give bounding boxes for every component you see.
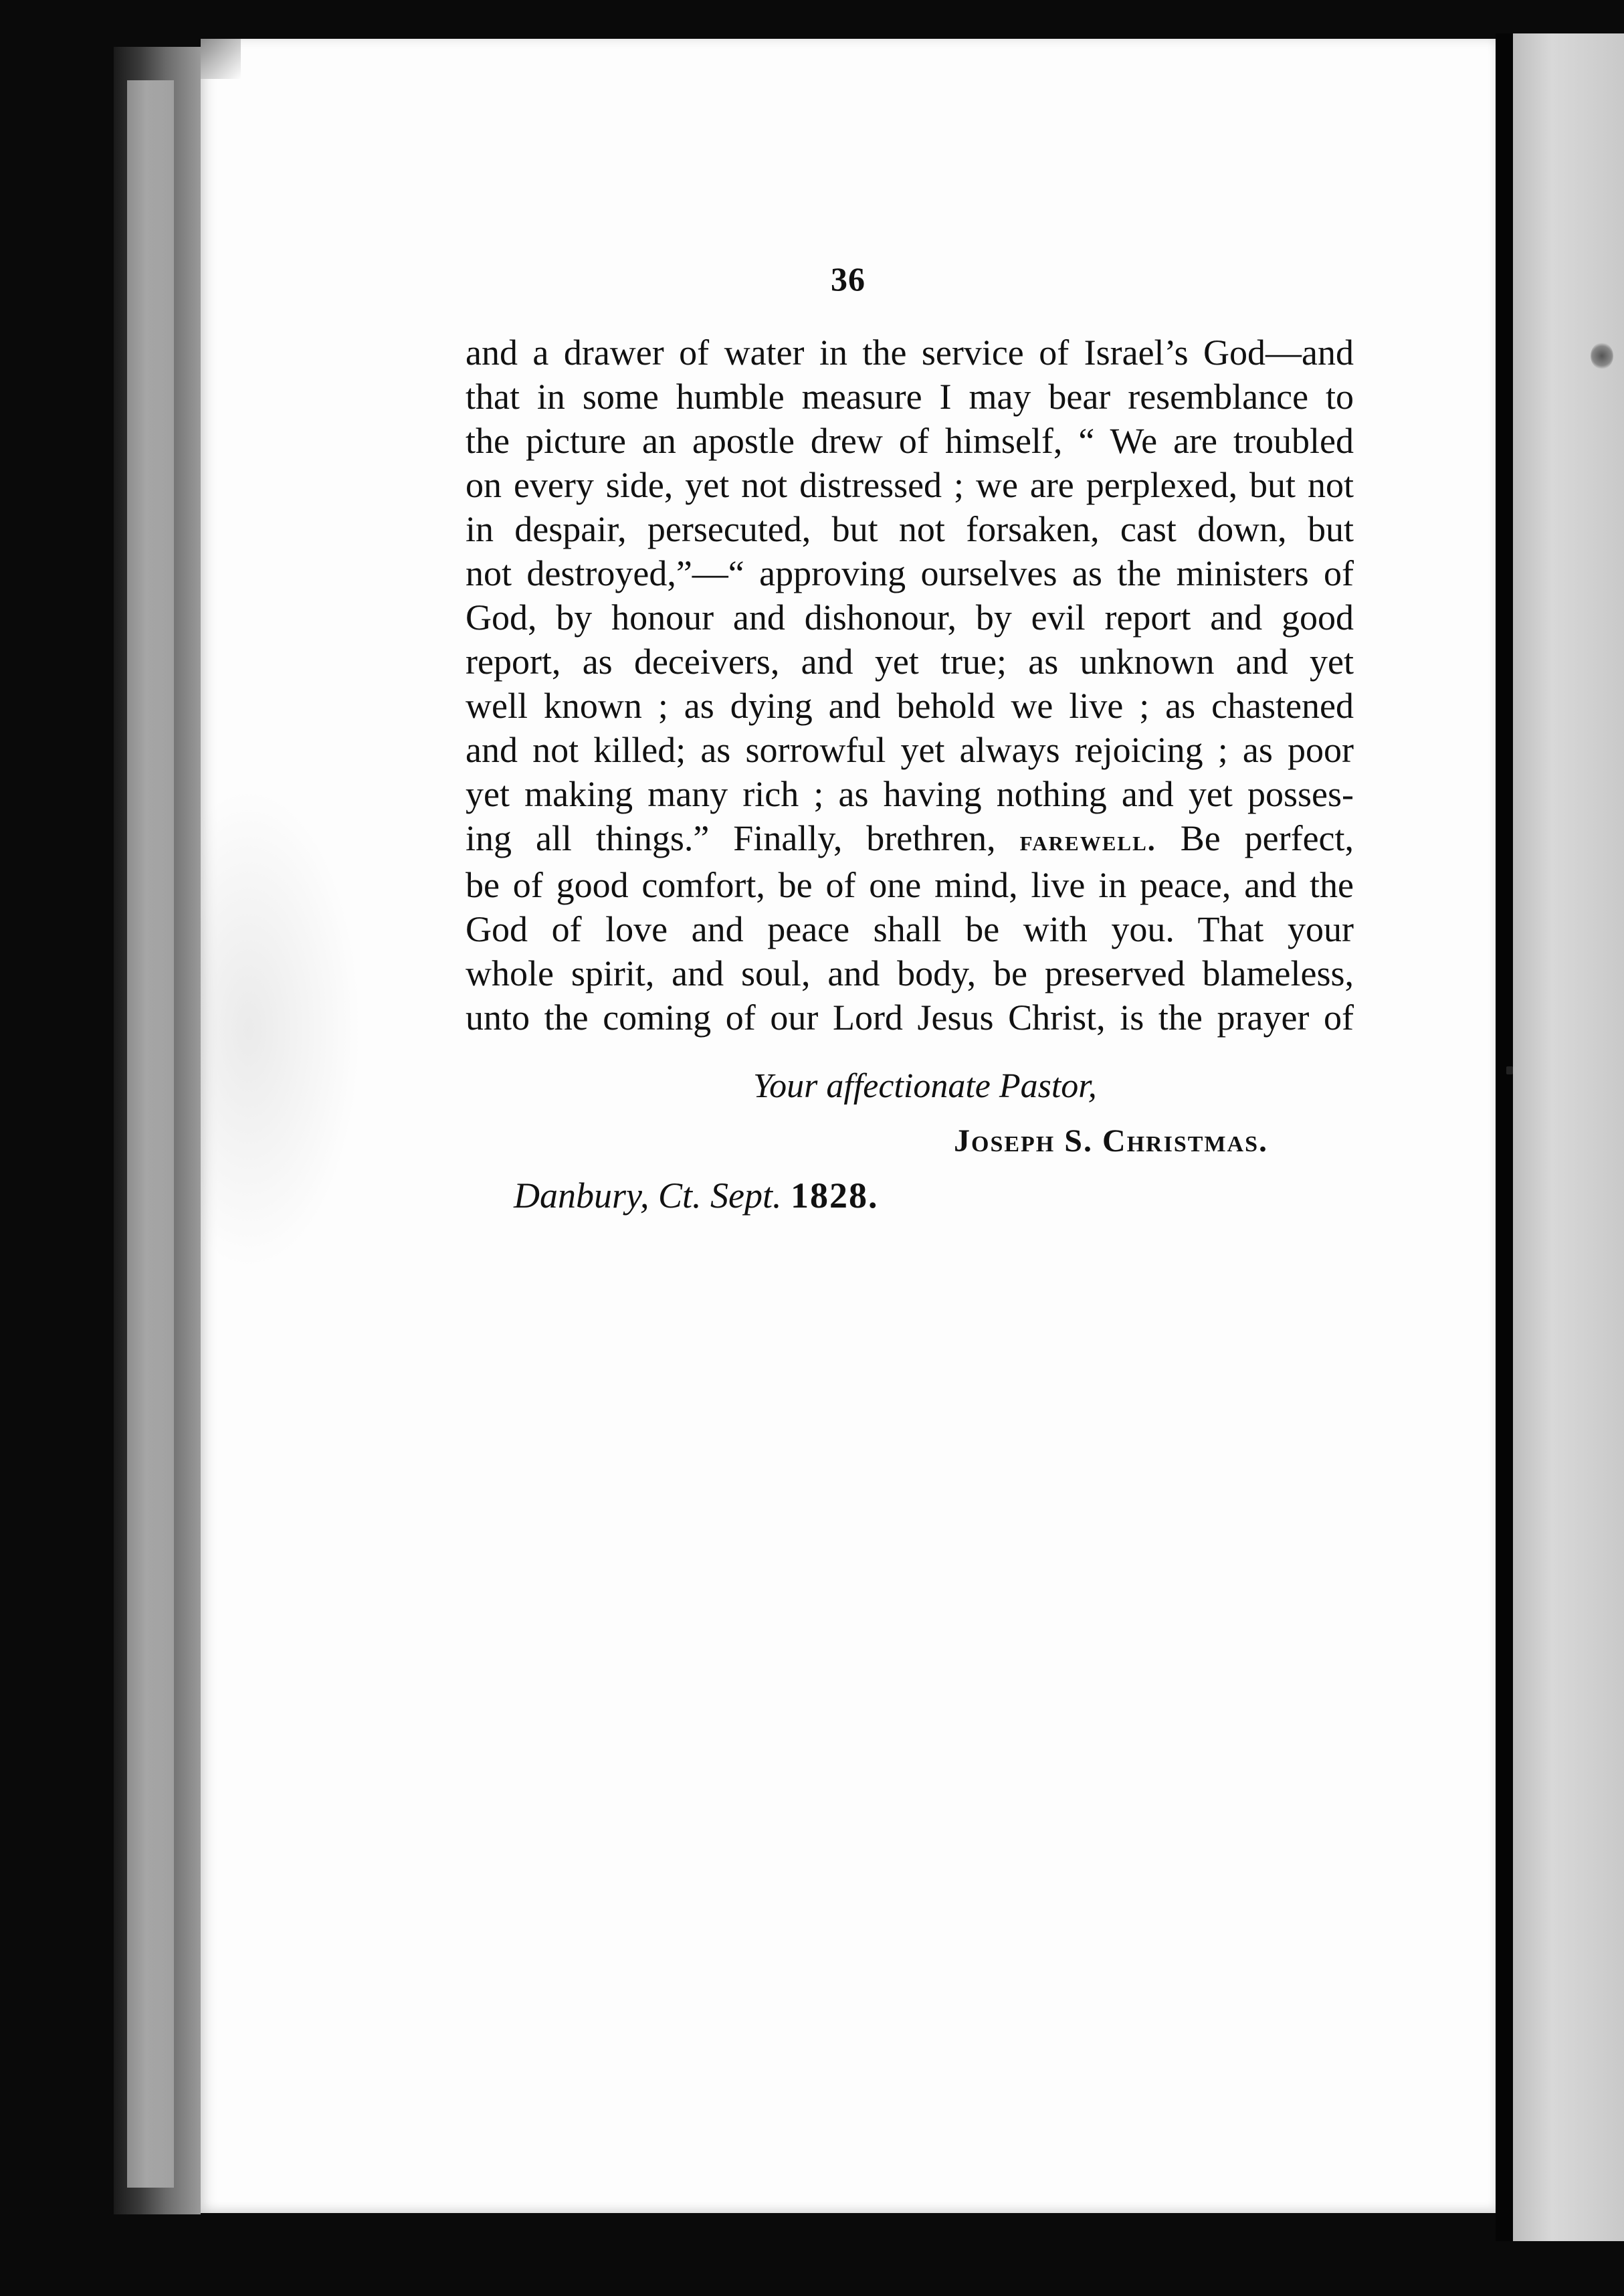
text-line: and not killed; as sorrowful yet always rejoicing ; as poor — [466, 730, 1354, 770]
text-line: report, as deceivers, and yet true; as unknown and yet — [466, 642, 1354, 682]
binding-edge — [127, 80, 174, 2188]
closing-salutation: Your affectionate Pastor, — [753, 1067, 1097, 1105]
text-line: unto the coming of our Lord Jesus Christ, is the prayer of — [466, 997, 1354, 1038]
text-line: be of good comfort, be of one mind, live in peace, and the — [466, 865, 1354, 905]
page-corner — [201, 39, 241, 79]
text-line: that in some humble measure I may bear resemblance to — [466, 377, 1354, 417]
text-line: in despair, persecuted, but not forsaken, cast down, but — [466, 509, 1354, 549]
text-line: the picture an apostle drew of himself, “ We are troubled — [466, 421, 1354, 461]
text-line: whole spirit, and soul, and body, be preserved blameless, — [466, 953, 1354, 993]
ink-spot — [1591, 343, 1613, 369]
text-line: on every side, yet not distressed ; we are perplexed, but not — [466, 465, 1354, 505]
stray-ink-mark — [1506, 1066, 1513, 1074]
page-stain — [201, 788, 361, 1270]
text-line: yet making many rich ; as having nothing and yet posses- — [466, 774, 1354, 814]
farewell-line-end: Be perfect, — [1156, 818, 1354, 858]
text-line: God of love and peace shall be with you. That your — [466, 909, 1354, 949]
text-line: well known ; as dying and behold we live ; as chastened — [466, 686, 1354, 726]
text-line: God, by honour and dishonour, by evil report and good — [466, 597, 1354, 638]
book-page — [201, 39, 1496, 2213]
signature: Joseph S. Christmas. — [954, 1123, 1268, 1159]
farewell-line-start: ing all things.” Finally, brethren, — [466, 818, 1020, 858]
farewell-word: farewell. — [1019, 824, 1156, 857]
place-date — [514, 1175, 879, 1216]
body-text — [466, 330, 1354, 1040]
place: Danbury, Ct. Sept. — [514, 1175, 782, 1216]
page-number: 36 — [831, 260, 866, 298]
text-line: not destroyed,”—“ approving ourselves as the ministers of — [466, 553, 1354, 593]
farewell-line — [466, 816, 1354, 863]
year: 1828. — [791, 1175, 879, 1216]
text-line: and a drawer of water in the service of Israel’s God—and — [466, 332, 1354, 373]
